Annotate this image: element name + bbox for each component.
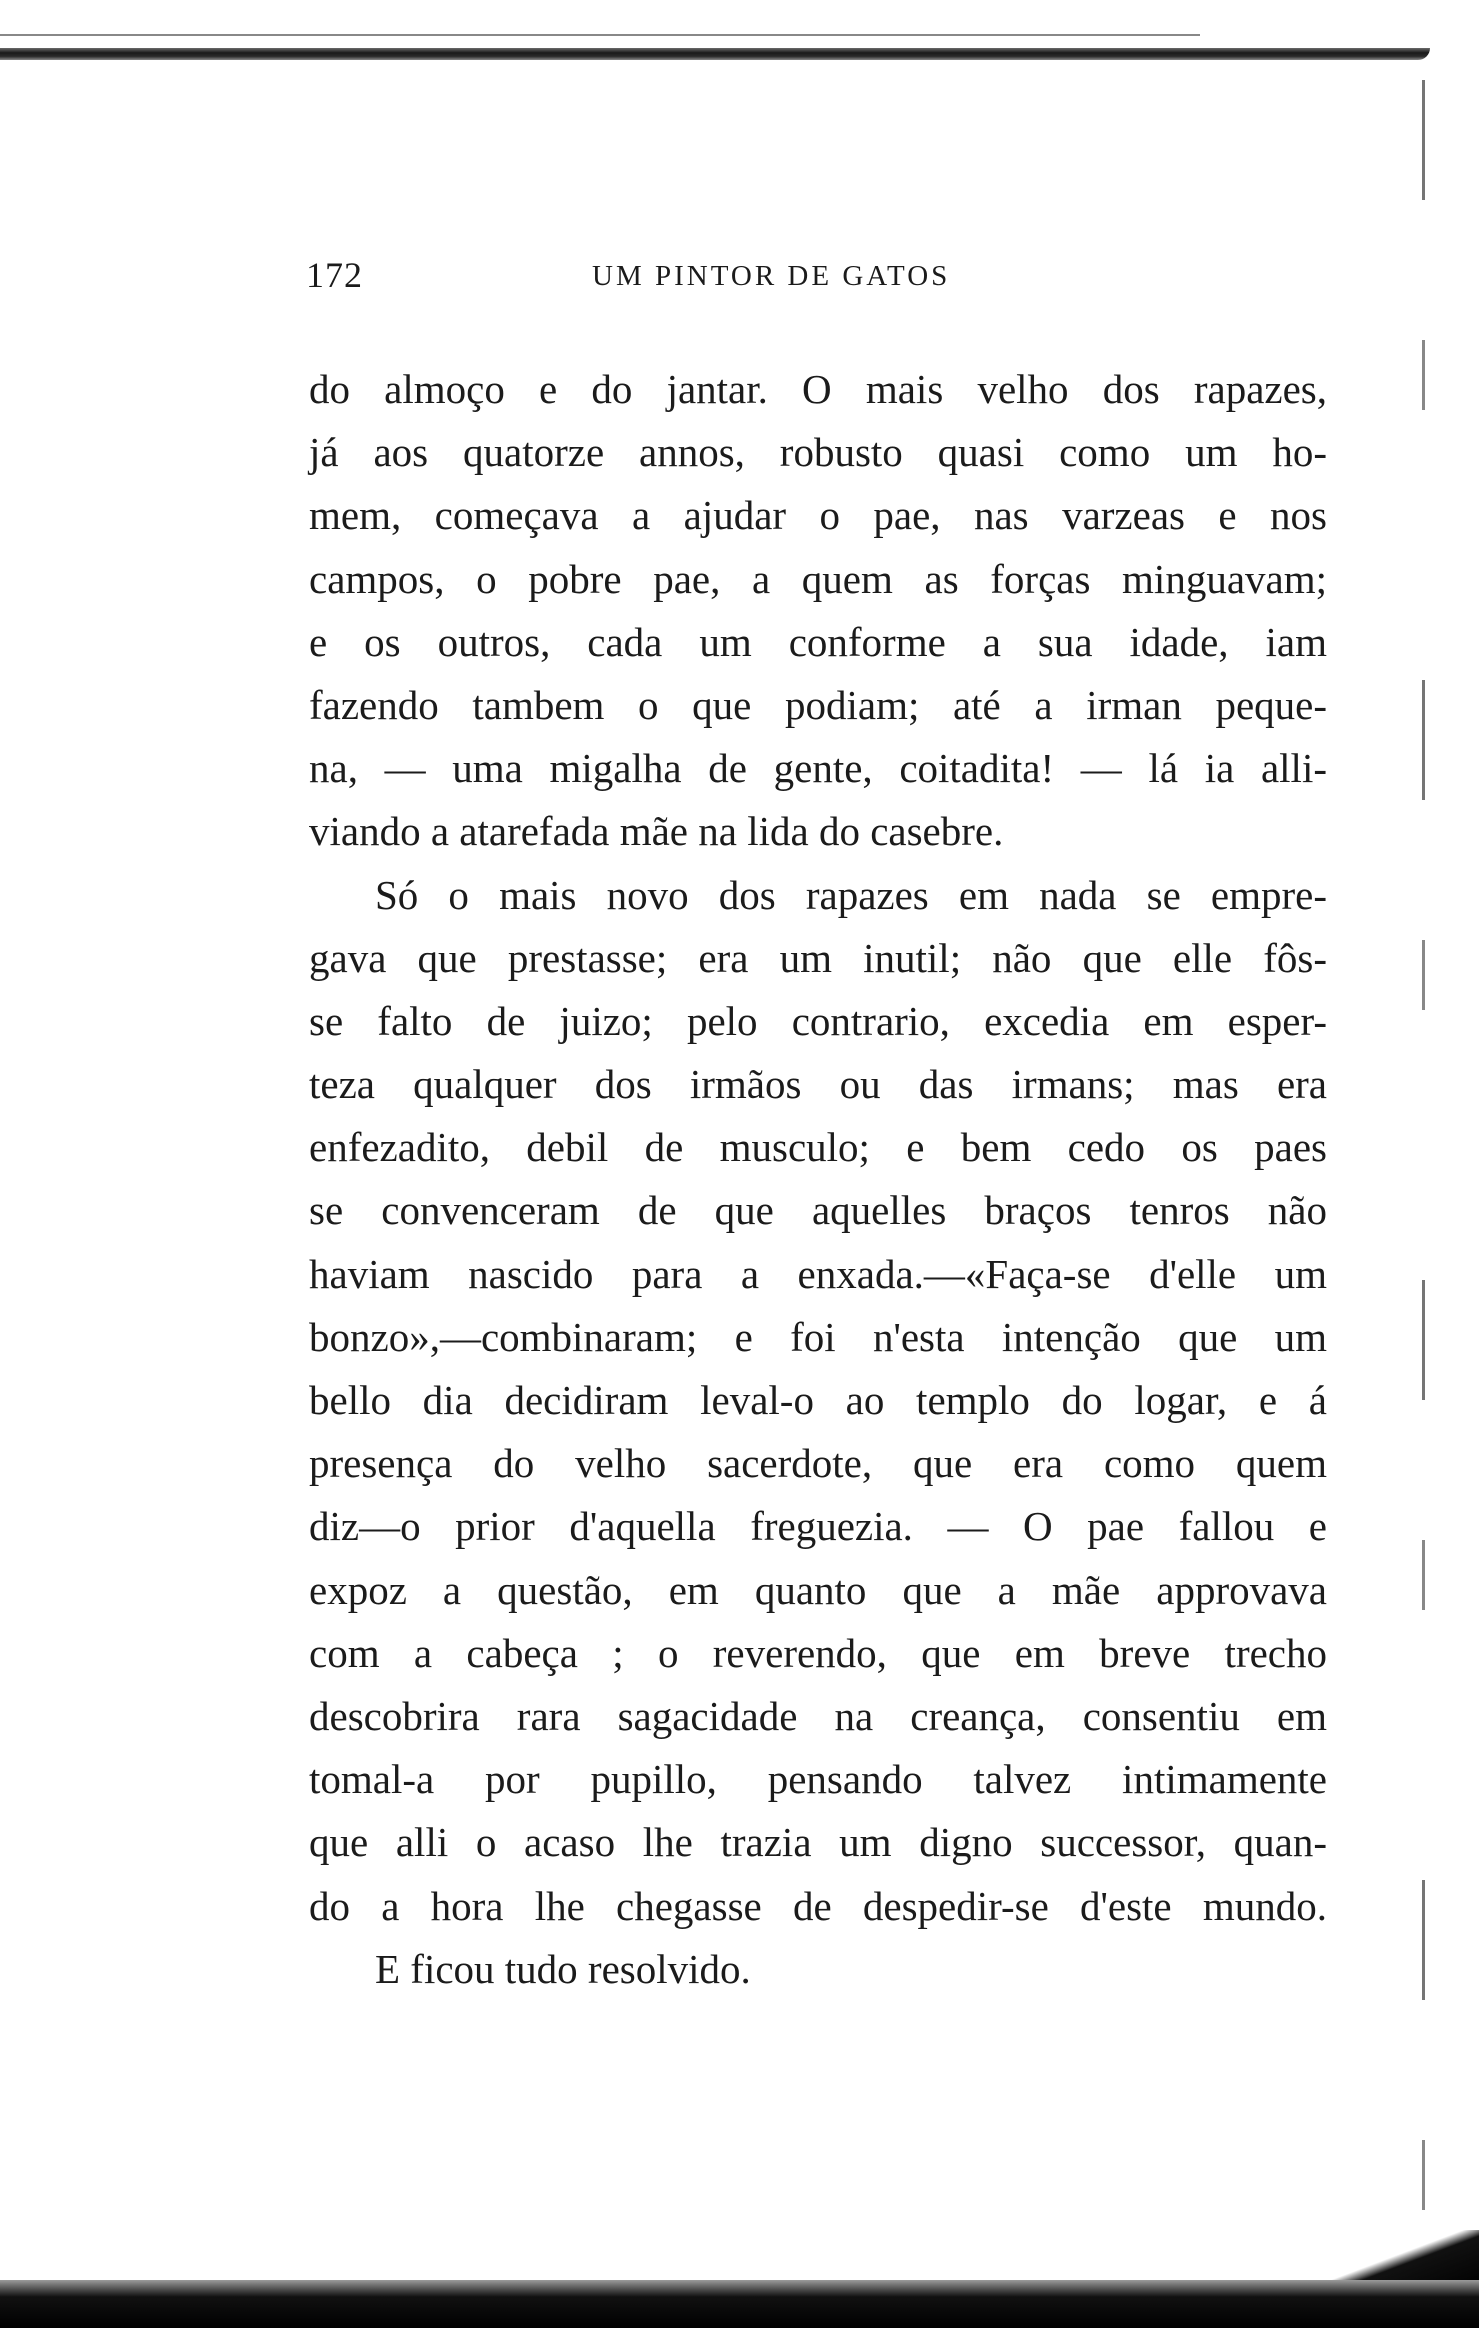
text-line: diz—o prior d'aquella freguezia. — O pae fallou e [309,1503,1327,1550]
body-text [309,358,1327,2001]
text-line: com a cabeça ; o reverendo, que em breve trecho [309,1629,1327,1676]
text-line: que alli o acaso lhe trazia um digno successor, quan- [309,1819,1327,1866]
text-line: gava que prestasse; era um inutil; não que elle fôs- [309,934,1327,981]
text-line: Só o mais novo dos rapazes em nada se empre- [375,871,1327,918]
text-line: bonzo»,—combinaram; e foi n'esta intenção que um [309,1313,1327,1360]
text-line: E ficou tudo resolvido. [375,1945,751,1992]
page-number: 172 [306,255,363,295]
text-line: e os outros, cada um conforme a sua idade, iam [309,618,1327,665]
text-line: enfezadito, debil de musculo; e bem cedo os paes [309,1124,1327,1171]
text-line: viando a atarefada mãe na lida do casebre. [309,808,1004,855]
scan-top-edge [0,48,1430,60]
text-line: se falto de juizo; pelo contrario, excedia em esper- [309,997,1327,1044]
paragraph-1 [309,358,1327,864]
text-line: se convenceram de que aquelles braços tenros não [309,1187,1327,1234]
scan-bottom-edge [0,2280,1479,2328]
text-line: bello dia decidiram leval-o ao templo do logar, e á [309,1377,1327,1423]
text-line: teza qualquer dos irmãos ou das irmans; mas era [309,1061,1327,1108]
text-line: do almoço e do jantar. O mais velho dos rapazes, [309,366,1327,412]
text-line: mem, começava a ajudar o pae, nas varzeas e nos [309,492,1327,539]
text-line: haviam nascido para a enxada.—«Faça-se d'elle um [309,1250,1327,1297]
text-line: expoz a questão, em quanto que a mãe approvava [309,1566,1327,1613]
text-line: já aos quatorze annos, robusto quasi como um ho- [309,429,1327,476]
text-line: presença do velho sacerdote, que era como quem [309,1440,1327,1487]
text-line: do a hora lhe chegasse de despedir-se d'este mundo. [309,1882,1327,1929]
text-line: fazendo tambem o que podiam; até a irman peque- [309,681,1327,728]
text-line: descobrira rara sagacidade na creança, consentiu em [309,1692,1327,1739]
text-line: campos, o pobre pae, a quem as forças minguavam; [309,555,1327,602]
scan-right-edge [1422,80,1425,2260]
text-line: tomal-a por pupillo, pensando talvez intimamente [309,1756,1327,1803]
running-head: UM PINTOR DE GATOS [592,260,951,292]
page-header [306,254,1006,304]
text-line: na, — uma migalha de gente, coitadita! — lá ia alli- [309,745,1327,792]
paragraph-2 [309,864,1327,2001]
scan-edge-thin-line [0,34,1200,36]
